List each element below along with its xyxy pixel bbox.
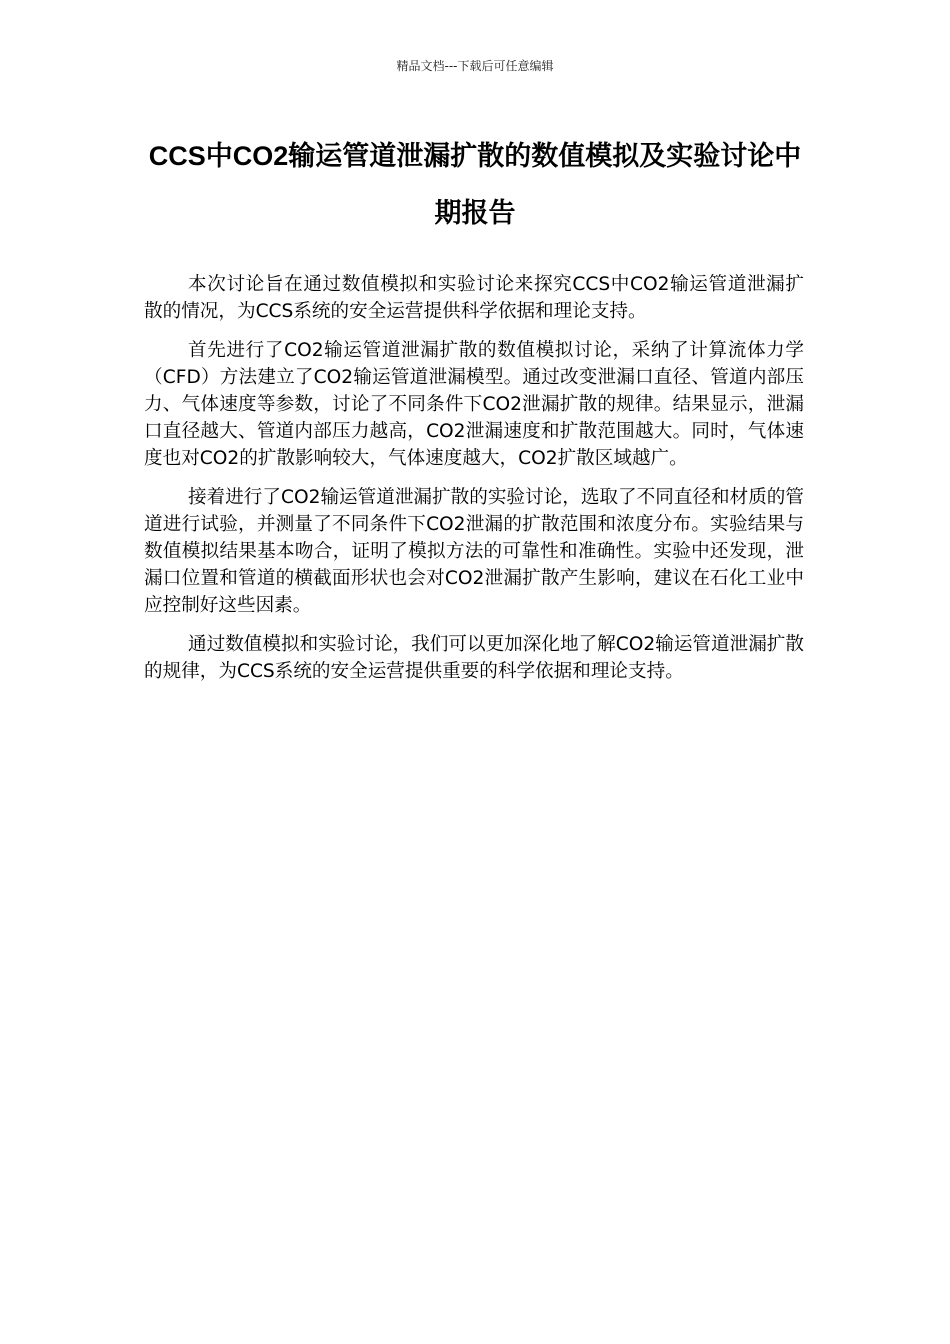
document-body (144, 271, 804, 697)
paragraph-4: 通过数值模拟和实验讨论，我们可以更加深化地了解CO2输运管道泄漏扩散的规律，为CCS系统的安全运营提供重要的科学依据和理论支持。 (144, 634, 804, 682)
page-header: 精品文档---下载后可任意编辑 (396, 59, 554, 73)
paragraph-3: 接着进行了CO2输运管道泄漏扩散的实验讨论，选取了不同直径和材质的管道进行试验，并测量了不同条件下CO2泄漏的扩散范围和浓度分布。实验结果与数值模拟结果基本吻合，证明了模拟方法的可靠性和准确性。实验中还发现，泄漏口位置和管道的横截面形状也会对CO2泄漏扩散产生影响，建议在石化工业中应控制好这些因素。 (144, 487, 804, 616)
paragraph-1: 本次讨论旨在通过数值模拟和实验讨论来探究CCS中CO2输运管道泄漏扩散的情况，为CCS系统的安全运营提供科学依据和理论支持。 (144, 274, 804, 322)
paragraph-2: 首先进行了CO2输运管道泄漏扩散的数值模拟讨论，采纳了计算流体力学（CFD）方法建立了CO2输运管道泄漏模型。通过改变泄漏口直径、管道内部压力、气体速度等参数，讨论了不同条件下CO2泄漏扩散的规律。结果显示，泄漏口直径越大、管道内部压力越高，CO2泄漏速度和扩散范围越大。同时，气体速度也对CO2的扩散影响较大，气体速度越大，CO2扩散区域越广。 (144, 340, 804, 469)
document-title: CCS中CO2输运管道泄漏扩散的数值模拟及实验讨论中期报告 (148, 141, 802, 228)
